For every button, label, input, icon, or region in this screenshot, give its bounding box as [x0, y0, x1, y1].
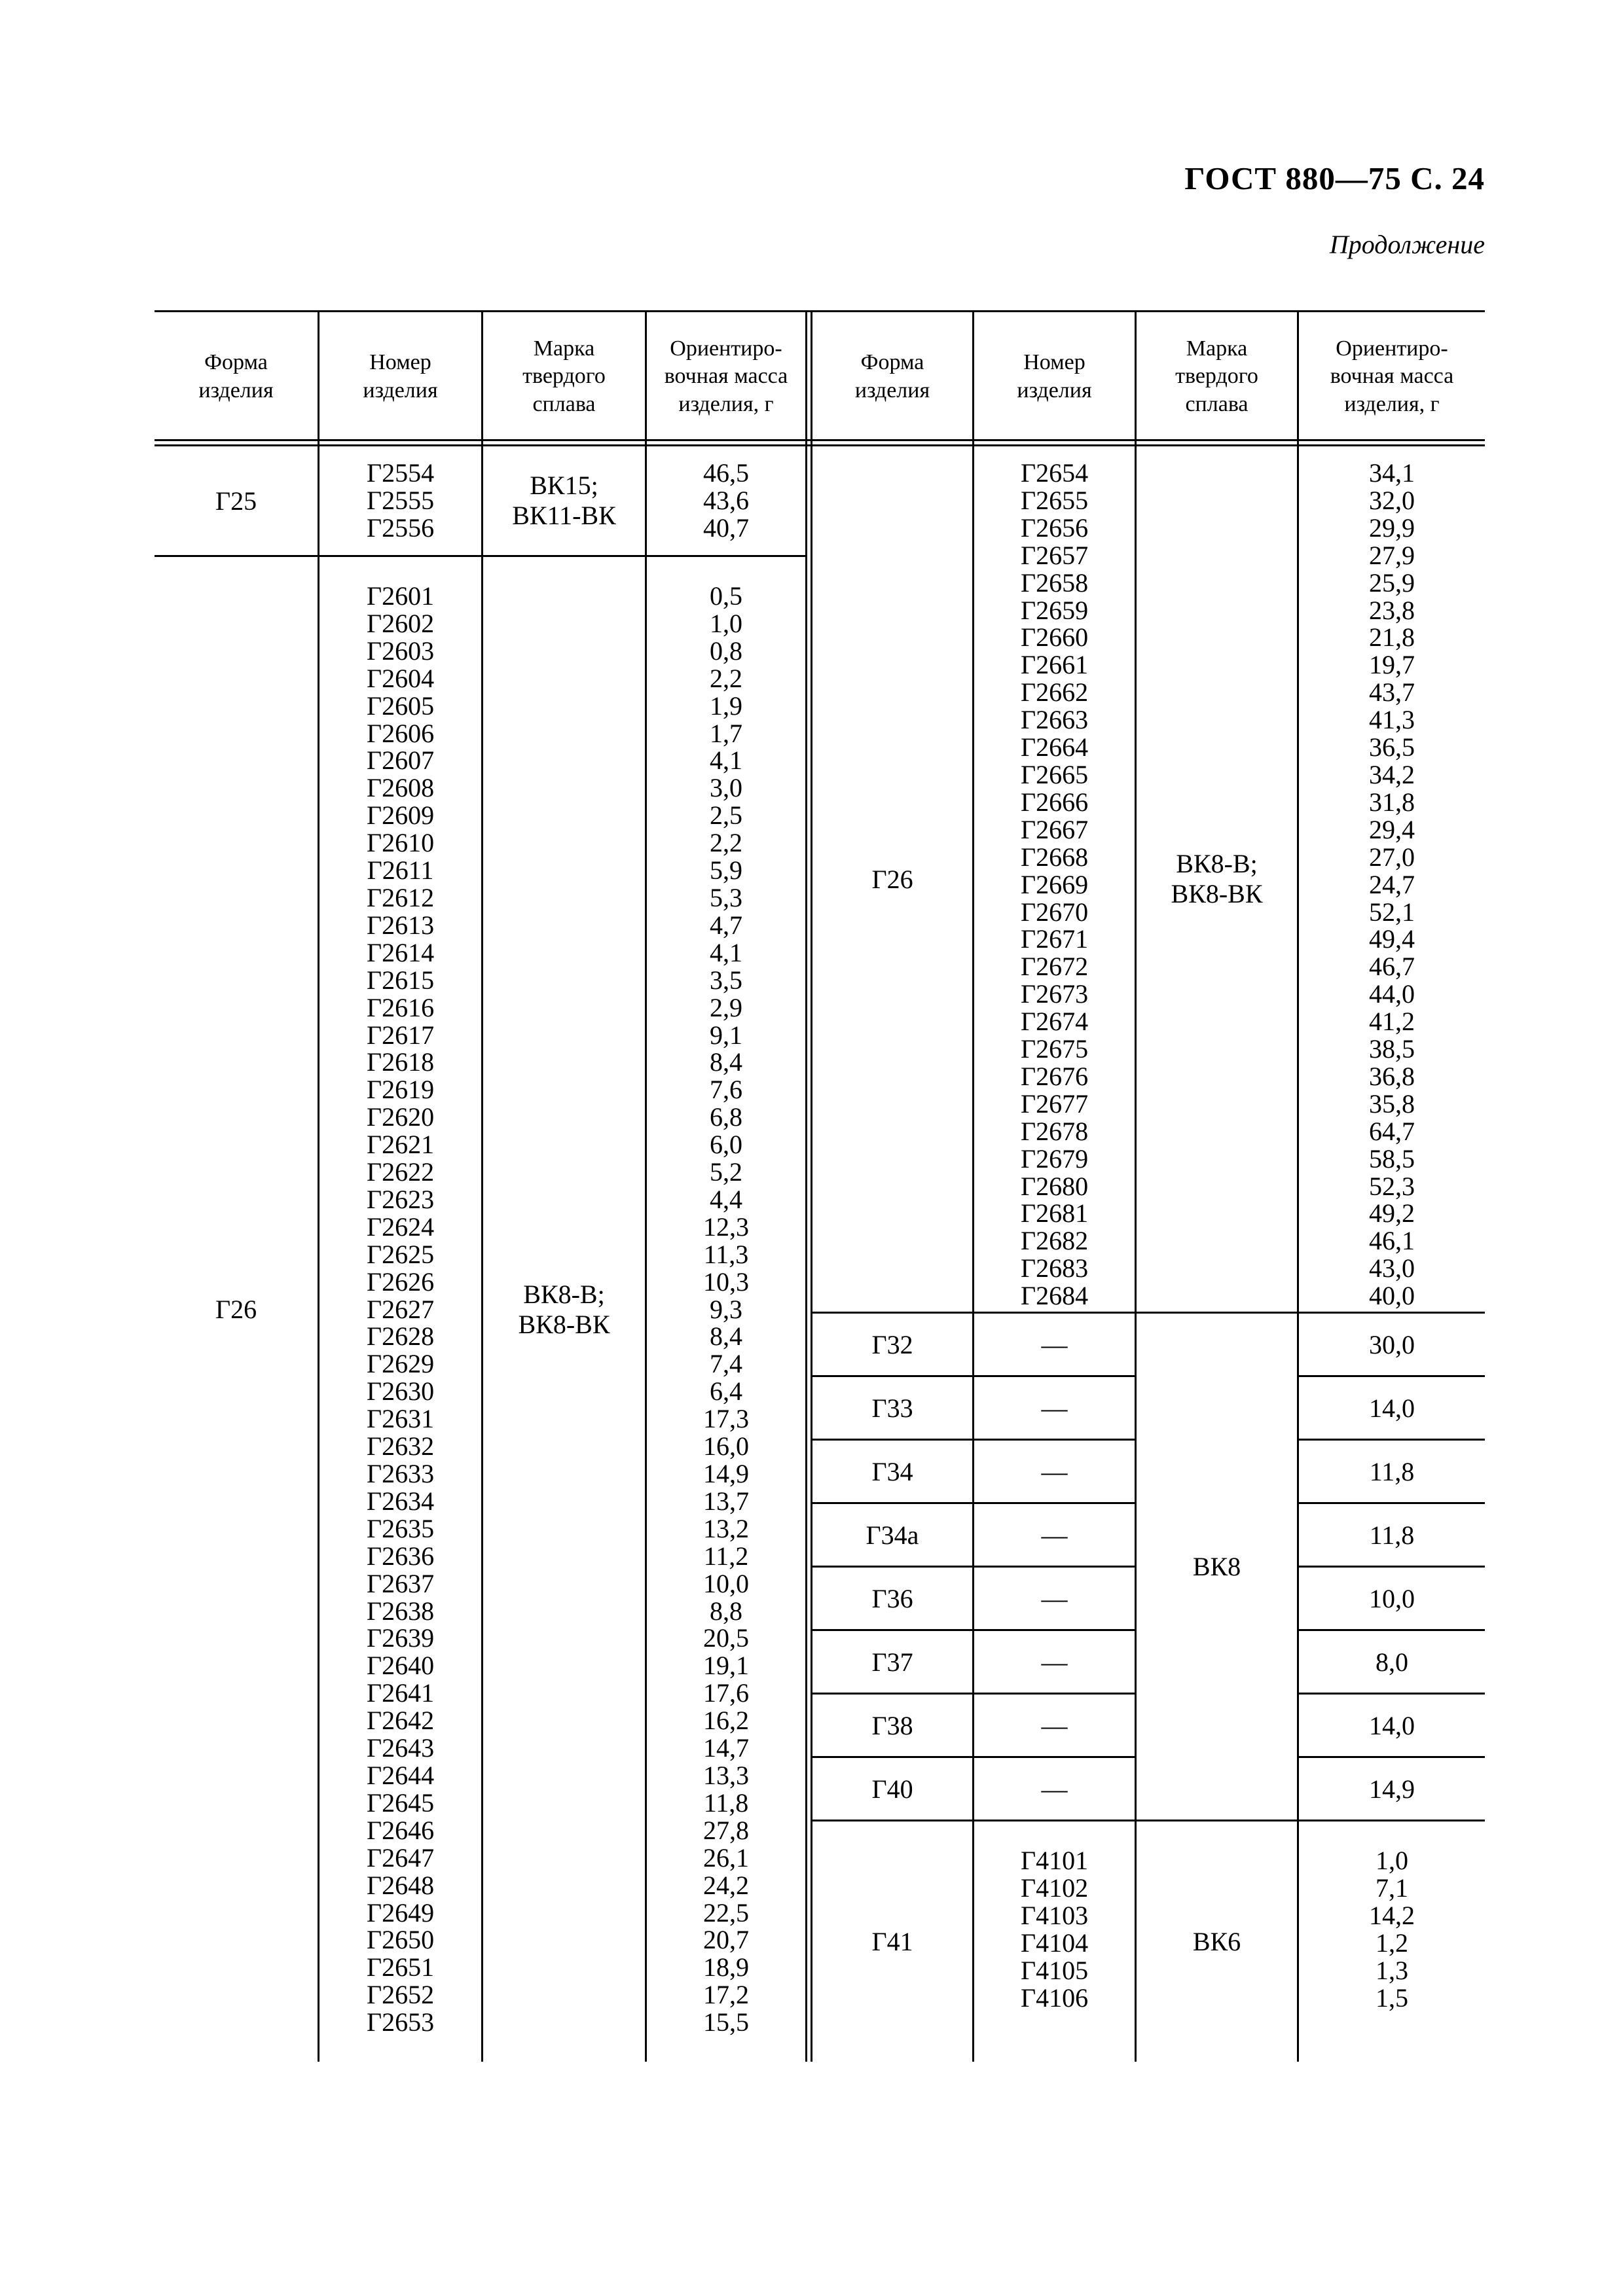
- col-header-marka-right: Марка твердого сплава: [1175, 336, 1258, 416]
- marka-g26-right: ВК8-В; ВК8-ВК: [1171, 849, 1263, 908]
- table-row-massa: 14,0: [1369, 1393, 1415, 1423]
- masses-g26-left: 0,5 1,0 0,8 2,2 1,9 1,7 4,1 3,0 2,5 2,2 5,9 5,3 4,7 4,1 3,5 2,9 9,1 8,4 7,6 6,8 6,0 5,2 4,4 12,3 11,3 10,3 9,3 8,4 7,4 6,4 17,3 16,0 14,9 13,7 13,2 11,2 10,0 8,8 20,5 19,1 17,6 16,2 14,7 13,3 11,8 27,8 26,1 24,2 22,5 20,7 18,9 17,2 15,5: [703, 581, 749, 2037]
- table-row-nomer: —: [1041, 1329, 1068, 1359]
- col-header-massa-right: Ориентиро- вочная масса изделия, г: [1330, 336, 1454, 416]
- col-header-marka: Марка твердого сплава: [522, 336, 606, 416]
- table-row-massa: 30,0: [1369, 1329, 1415, 1359]
- table-row-forma: Г34а: [866, 1520, 919, 1550]
- masses-g26-right: 34,1 32,0 29,9 27,9 25,9 23,8 21,8 19,7 43,7 41,3 36,5 34,2 31,8 29,4 27,0 24,7 52,1 49,4 46,7 44,0 41,2 38,5 36,8 35,8 64,7 58,5 52,3 49,2 46,1 43,0 40,0: [1369, 458, 1415, 1311]
- table-row-nomer: —: [1041, 1393, 1068, 1423]
- table-row-forma: Г32: [871, 1329, 913, 1359]
- numbers-g25: Г2554 Г2555 Г2556: [366, 458, 435, 543]
- table-row-nomer: —: [1041, 1583, 1068, 1613]
- table-row-nomer: —: [1041, 1456, 1068, 1486]
- table-row-massa: 11,8: [1369, 1520, 1415, 1550]
- masses-g25: 46,5 43,6 40,7: [703, 458, 749, 543]
- forma-g25: Г25: [215, 486, 257, 516]
- continuation-label: Продолжение: [1329, 230, 1485, 259]
- col-header-nomer-right: Номер изделия: [1017, 350, 1092, 403]
- table-row-massa: 14,9: [1369, 1774, 1415, 1804]
- table-row-forma: Г37: [871, 1647, 913, 1677]
- table-row-massa: 11,8: [1369, 1456, 1415, 1486]
- marka-single-rows: ВК8: [1192, 1552, 1241, 1581]
- forma-g41: Г41: [871, 1927, 913, 1956]
- table-row-massa: 10,0: [1369, 1583, 1415, 1613]
- table-row-nomer: —: [1041, 1710, 1068, 1740]
- marka-g25: ВК15; ВК11-ВК: [512, 471, 616, 530]
- page-title: ГОСТ 880—75 С. 24: [1184, 160, 1485, 196]
- numbers-g26-right: Г2654 Г2655 Г2656 Г2657 Г2658 Г2659 Г2660 Г2661 Г2662 Г2663 Г2664 Г2665 Г2666 Г2667 Г2668 Г2669 Г2670 Г2671 Г2672 Г2673 Г2674 Г2675 Г2676 Г2677 Г2678 Г2679 Г2680 Г2681 Г2682 Г2683 Г2684: [1020, 458, 1089, 1311]
- marka-g41: ВК6: [1192, 1927, 1241, 1956]
- numbers-g41: Г4101 Г4102 Г4103 Г4104 Г4105 Г4106: [1020, 1846, 1089, 2013]
- table-row-nomer: —: [1041, 1520, 1068, 1550]
- table-row-massa: 14,0: [1369, 1710, 1415, 1740]
- col-header-forma-right: Форма изделия: [854, 350, 930, 403]
- numbers-g26-left: Г2601 Г2602 Г2603 Г2604 Г2605 Г2606 Г2607 Г2608 Г2609 Г2610 Г2611 Г2612 Г2613 Г2614 Г2615 Г2616 Г2617 Г2618 Г2619 Г2620 Г2621 Г2622 Г2623 Г2624 Г2625 Г2626 Г2627 Г2628 Г2629 Г2630 Г2631 Г2632 Г2633 Г2634 Г2635 Г2636 Г2637 Г2638 Г2639 Г2640 Г2641 Г2642 Г2643 Г2644 Г2645 Г2646 Г2647 Г2648 Г2649 Г2650 Г2651 Г2652 Г2653: [366, 581, 435, 2037]
- marka-g26-left: ВК8-В; ВК8-ВК: [518, 1279, 610, 1339]
- masses-g41: 1,0 7,1 14,2 1,2 1,3 1,5: [1369, 1846, 1415, 2013]
- table-row-forma: Г34: [871, 1456, 913, 1486]
- forma-g26-right: Г26: [871, 864, 913, 894]
- forma-g26-left: Г26: [215, 1295, 257, 1324]
- table-row-nomer: —: [1041, 1774, 1068, 1804]
- col-header-nomer: Номер изделия: [363, 350, 438, 403]
- table-row-nomer: —: [1041, 1647, 1068, 1677]
- col-header-forma: Форма изделия: [198, 350, 274, 403]
- table-row-forma: Г40: [871, 1774, 913, 1804]
- table-row-forma: Г33: [871, 1393, 913, 1423]
- col-header-massa: Ориентиро- вочная масса изделия, г: [664, 336, 788, 416]
- table-row-forma: Г36: [871, 1583, 913, 1613]
- table-row-massa: 8,0: [1376, 1647, 1408, 1677]
- table-row-forma: Г38: [871, 1710, 913, 1740]
